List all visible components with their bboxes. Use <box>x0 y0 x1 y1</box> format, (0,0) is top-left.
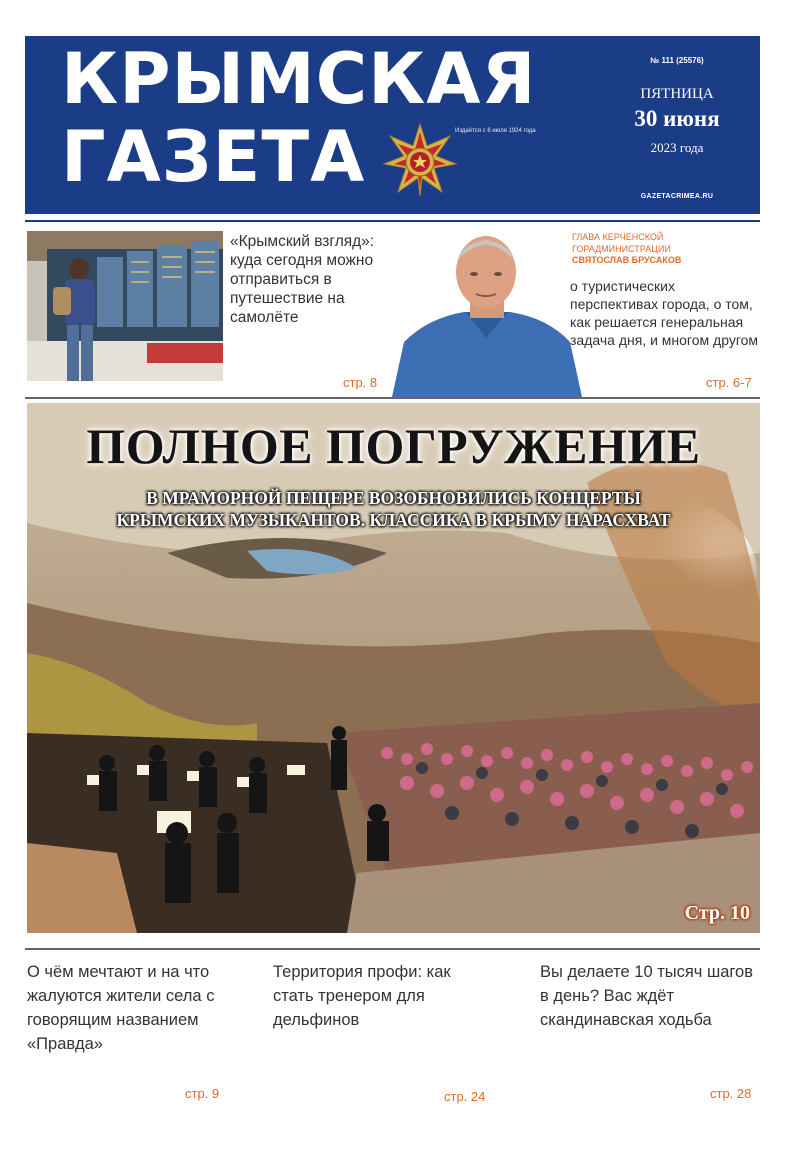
teaser-interview-kicker <box>572 232 762 267</box>
teaser-pravda-page[interactable]: стр. 9 <box>185 1086 220 1101</box>
kicker-title: ГЛАВА КЕРЧЕНСКОЙ ГОРАДМИНИСТРАЦИИ <box>572 232 671 254</box>
teaser-dolphins-page[interactable]: стр. 24 <box>444 1089 486 1104</box>
divider <box>25 220 760 222</box>
teaser-walking-page[interactable]: стр. 28 <box>710 1086 752 1101</box>
order-emblem-icon <box>382 122 458 198</box>
subhead-line-1: В МРАМОРНОЙ ПЕЩЕРЕ ВОЗОБНОВИЛИСЬ КОНЦЕРТЫ <box>146 488 641 508</box>
official-portrait-photo <box>388 226 584 397</box>
teaser-interview-page[interactable]: стр. 6-7 <box>706 375 752 390</box>
divider <box>25 397 760 399</box>
teaser-airports-page[interactable]: стр. 8 <box>343 375 378 390</box>
teaser-pravda-text[interactable]: О чём мечтают и на что жалуются жители села с говорящим названием «Правда» <box>27 963 215 1053</box>
subhead-line-2: КРЫМСКИХ МУЗЫКАНТОВ. КЛАССИКА В КРЫМУ НАРАСХВАТ <box>116 510 671 530</box>
cover-story-page[interactable]: Стр. 10 <box>684 902 750 924</box>
weekday: ПЯТНИЦА <box>640 86 714 102</box>
cover-subhead <box>27 487 760 531</box>
kicker-name: СВЯТОСЛАВ БРУСАКОВ <box>572 255 682 265</box>
title-line-1: КРЫМСКАЯ <box>61 38 537 120</box>
cover-headline: ПОЛНОЕ ПОГРУЖЕНИЕ <box>86 418 701 474</box>
airport-photo <box>27 231 223 381</box>
divider <box>25 948 760 950</box>
teaser-interview-text[interactable]: о туристических перспективах города, о том, как решается генеральная задача дня, и многом другом <box>570 278 759 348</box>
founded-note: Издаётся с 6 июля 1924 года <box>455 128 536 134</box>
cover-story[interactable] <box>27 403 760 933</box>
title-line-2: ГАЗЕТА <box>61 116 366 198</box>
issue-number: № 111 (25576) <box>650 56 704 65</box>
teaser-airports-text[interactable]: «Крымский взгляд»: куда сегодня можно отправиться в путешествие на самолёте <box>230 233 375 326</box>
masthead <box>25 36 760 214</box>
issue-info <box>607 36 747 214</box>
website-link[interactable]: GAZETACRIMEA.RU <box>640 193 714 200</box>
teaser-walking-text[interactable]: Вы делаете 10 тысяч шагов в день? Вас ждёт скандинавская ходьба <box>540 963 754 1029</box>
issue-date: 30 июня <box>634 106 720 131</box>
teaser-dolphins-text[interactable]: Территория профи: как стать тренером для дельфинов <box>273 963 451 1029</box>
cave-concert-photo <box>27 403 760 933</box>
newspaper-title <box>61 40 536 196</box>
issue-year: 2023 года <box>650 140 704 155</box>
